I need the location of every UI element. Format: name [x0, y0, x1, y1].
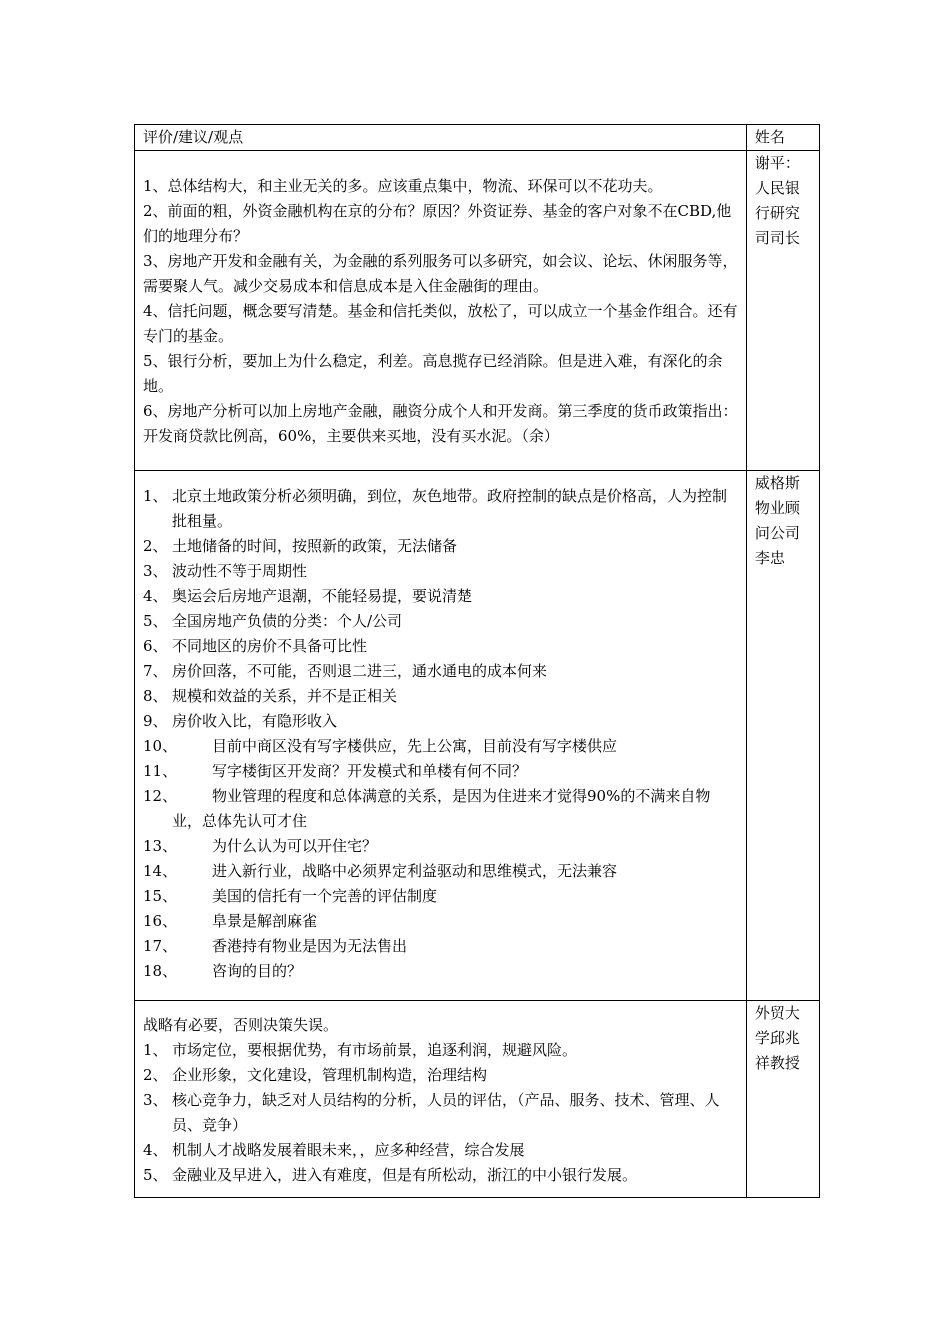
- list-item: [143, 559, 738, 584]
- list-item: [143, 484, 738, 534]
- item-text: 写字楼街区开发商？开发模式和单楼有何不同？: [212, 762, 528, 780]
- table-row: [135, 151, 820, 471]
- item-text: 房价回落，不可能，否则退二进三，通水通电的成本何来: [172, 662, 548, 680]
- item-text: 香港持有物业是因为无法售出: [212, 937, 408, 955]
- opinion-paragraph: 4、信托问题，概念要写清楚。基金和信托类似，放松了，可以成立一个基金作组合。还有专门的基金。: [143, 302, 738, 345]
- item-text: 市场定位，要根据优势，有市场前景，追逐利润，规避风险。: [172, 1041, 578, 1059]
- opinion-cell: [135, 471, 747, 1001]
- list-item: [143, 859, 738, 884]
- list-item: [143, 1138, 738, 1163]
- list-item: [143, 684, 738, 709]
- opinion-paragraph: 6、房地产分析可以加上房地产金融，融资分成个人和开发商。第三季度的货币政策指出：开发商贷款比例高，60%，主要供来买地，没有买水泥。（余）: [143, 402, 738, 445]
- item-number: 15、: [143, 887, 178, 905]
- list-item: [143, 934, 738, 959]
- list-item: [143, 584, 738, 609]
- item-number: 2、: [143, 537, 168, 555]
- item-number: 10、: [143, 737, 178, 755]
- item-number: 6、: [143, 637, 168, 655]
- item-text: 目前中商区没有写字楼供应，先上公寓，目前没有写字楼供应: [212, 737, 618, 755]
- item-text: 为什么认为可以开住宅？: [212, 837, 378, 855]
- item-number: 3、: [143, 1091, 168, 1109]
- header-opinions: 评价/建议/观点: [135, 125, 747, 151]
- item-text: 核心竞争力，缺乏对人员结构的分析，人员的评估，（产品、服务、技术、管理、人员、竞争）: [172, 1091, 720, 1134]
- item-text: 机制人才战略发展着眼未来，，应多种经营，综合发展: [172, 1141, 525, 1159]
- list-item: [143, 534, 738, 559]
- item-number: 18、: [143, 962, 178, 980]
- item-text: 土地储备的时间，按照新的政策，无法储备: [172, 537, 458, 555]
- item-text: 企业形象，文化建设，管理机制构造，治理结构: [172, 1066, 488, 1084]
- list-item: [143, 609, 738, 634]
- name-cell: 威格斯物业顾问公司李忠: [746, 471, 819, 1001]
- comments-table: [134, 124, 820, 1198]
- list-item: [143, 709, 738, 734]
- opinion-intro: 战略有必要，否则决策失误。: [143, 1016, 339, 1034]
- list-item: [143, 834, 738, 859]
- list-item: [143, 959, 738, 984]
- list-item: [143, 884, 738, 909]
- header-row: [135, 125, 820, 151]
- item-number: 16、: [143, 912, 178, 930]
- item-text: 金融业及早进入，进入有难度，但是有所松动，浙江的中小银行发展。: [172, 1166, 638, 1184]
- item-number: 7、: [143, 662, 168, 680]
- item-number: 13、: [143, 837, 178, 855]
- list-item: [143, 634, 738, 659]
- item-text: 波动性不等于周期性: [172, 562, 308, 580]
- item-text: 奥运会后房地产退潮，不能轻易提，要说清楚: [172, 587, 473, 605]
- opinion-paragraph: 1、总体结构大，和主业无关的多。应该重点集中，物流、环保可以不花功夫。: [143, 177, 663, 195]
- comments-sheet: [134, 124, 820, 1198]
- list-item: [143, 784, 738, 834]
- item-number: 1、: [143, 487, 168, 505]
- item-number: 4、: [143, 587, 168, 605]
- item-number: 5、: [143, 1166, 168, 1184]
- table-row: [135, 471, 820, 1001]
- item-number: 3、: [143, 562, 168, 580]
- item-text: 全国房地产负债的分类：个人/公司: [172, 612, 403, 630]
- item-number: 8、: [143, 687, 168, 705]
- header-name: 姓名: [746, 125, 819, 151]
- opinion-paragraph: 3、房地产开发和金融有关，为金融的系列服务可以多研究，如会议、论坛、休闲服务等，需要聚人气。减少交易成本和信息成本是入住金融街的理由。: [143, 252, 738, 295]
- name-cell: 外贸大学邱兆祥教授: [746, 1001, 819, 1198]
- opinion-paragraph: 2、前面的粗，外资金融机构在京的分布？原因？外资证券、基金的客户对象不在CBD,他们的地理分布？: [143, 202, 732, 245]
- list-item: [143, 1063, 738, 1088]
- opinion-cell: [135, 151, 747, 471]
- list-item: [143, 659, 738, 684]
- item-text: 进入新行业，战略中必须界定利益驱动和思维模式，无法兼容: [212, 862, 618, 880]
- item-text: 咨询的目的？: [212, 962, 303, 980]
- item-text: 美国的信托有一个完善的评估制度: [212, 887, 438, 905]
- opinion-paragraph: 5、银行分析，要加上为什么稳定，利差。高息揽存已经消除。但是进入难，有深化的余地。: [143, 352, 723, 395]
- item-number: 9、: [143, 712, 168, 730]
- item-text: 不同地区的房价不具备可比性: [172, 637, 368, 655]
- item-text: 房价收入比，有隐形收入: [172, 712, 338, 730]
- table-row: [135, 1001, 820, 1198]
- list-item: [143, 909, 738, 934]
- list-item: [143, 1088, 738, 1138]
- item-text: 物业管理的程度和总体满意的关系，是因为住进来才觉得90%的不满来自物业，总体先认可才住: [172, 787, 711, 830]
- item-number: 4、: [143, 1141, 168, 1159]
- item-number: 12、: [143, 787, 178, 805]
- item-number: 11、: [143, 762, 178, 780]
- item-text: 规模和效益的关系，并不是正相关: [172, 687, 398, 705]
- name-cell: 谢平：人民银行研究司司长: [746, 151, 819, 471]
- item-number: 5、: [143, 612, 168, 630]
- item-number: 14、: [143, 862, 178, 880]
- item-number: 17、: [143, 937, 178, 955]
- item-number: 1、: [143, 1041, 168, 1059]
- list-item: [143, 734, 738, 759]
- item-text: 北京土地政策分析必须明确，到位，灰色地带。政府控制的缺点是价格高，人为控制批租量。: [172, 487, 728, 530]
- opinion-cell: [135, 1001, 747, 1198]
- list-item: [143, 1163, 738, 1188]
- item-text: 阜景是解剖麻雀: [212, 912, 318, 930]
- item-number: 2、: [143, 1066, 168, 1084]
- list-item: [143, 759, 738, 784]
- list-item: [143, 1038, 738, 1063]
